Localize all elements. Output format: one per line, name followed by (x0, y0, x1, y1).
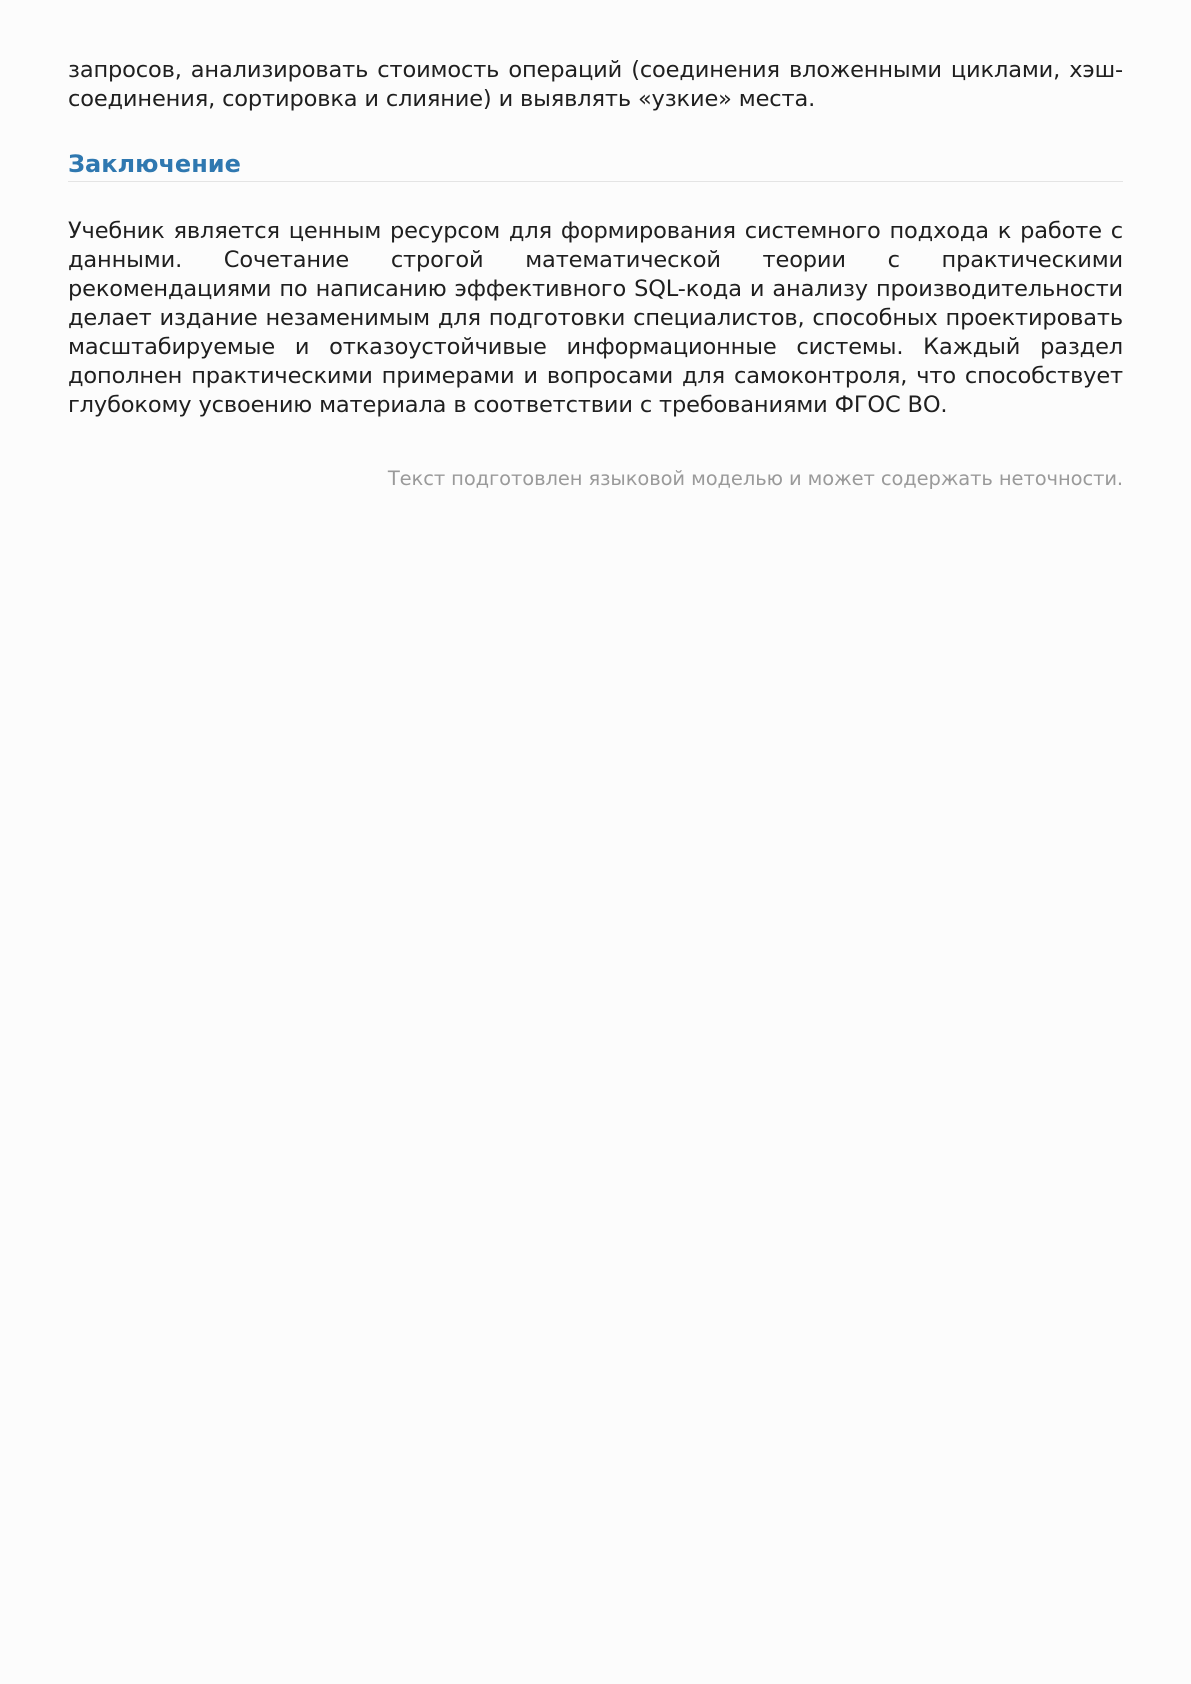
conclusion-paragraph: Учебник является ценным ресурсом для формирования системного подхода к работе с данными. Сочетание строгой математической теории с практическими рекомендациями по написанию эффективного SQL-кода и анализу производительности делает издание незаменимым для подготовки специалистов, способных проектировать масштабируемые и отказоустойчивые информационные системы. Каждый раздел дополнен практическими примерами и вопросами для самоконтроля, что способствует глубокому усвоению материала в соответствии с требованиями ФГОС ВО. (68, 218, 1123, 418)
ai-disclaimer: Текст подготовлен языковой моделью и может содержать неточности. (387, 467, 1123, 490)
intro-paragraph: запросов, анализировать стоимость операций (соединения вложенными циклами, хэш-соединения, сортировка и слияние) и выявлять «узкие» места. (68, 57, 1123, 112)
section-heading-conclusion: Заключение (68, 150, 241, 178)
heading-divider (68, 181, 1123, 182)
document-page (68, 56, 1123, 492)
